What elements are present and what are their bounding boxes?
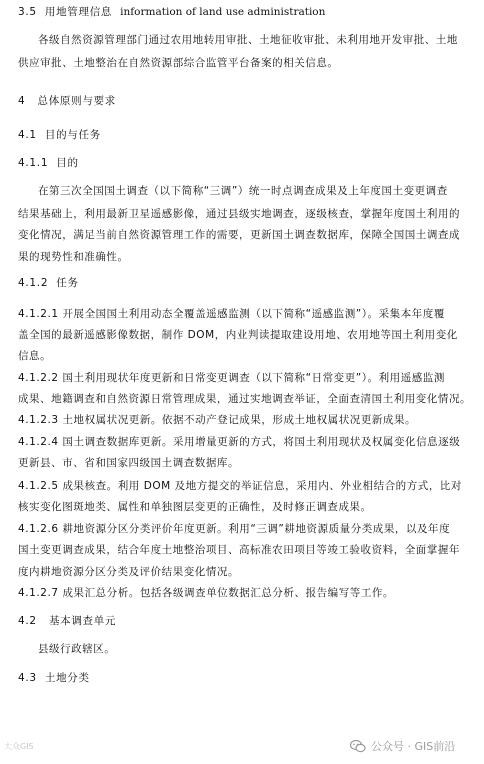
section-number: 4.1.1 <box>18 157 49 169</box>
list-item-line: 成果、地籍调查和自然资源日常管理成果，通过实地调查举证，全面查清国土利用变化情况。 <box>18 393 472 405</box>
paragraph-line: 在第三次全国国土调查（以下简称“三调”）统一时点调查成果及上年度国土变更调查 <box>38 185 448 197</box>
list-item-line: 国土变更调查成果，结合年度土地整治项目、高标准农田项目等竣工验收资料，全面掌握年 <box>18 544 460 556</box>
item-text: 开展全国国土利用动态全覆盖遥感监测（以下简称“遥感监测”）。采集本年度覆 <box>62 308 445 320</box>
section-title: 目的 <box>56 157 79 169</box>
item-number: 4.1.2.1 <box>18 308 59 320</box>
item-number: 4.1.2.5 <box>18 480 59 492</box>
list-item-line <box>18 307 445 321</box>
section-title: 用地管理信息 <box>44 6 113 18</box>
section-title: 任务 <box>56 277 79 289</box>
paragraph-line: 县级行政辖区。 <box>38 643 116 655</box>
section-title: 目的与任务 <box>44 129 101 141</box>
list-item-line: 核实变化图斑地类、属性和单独图层变更的正确性，及时修正调查成果。 <box>18 501 372 513</box>
section-4-3-heading <box>18 671 90 685</box>
section-number: 4.2 <box>18 615 37 627</box>
list-item-line <box>18 586 394 600</box>
item-text: 国土调查数据库更新。采用增量更新的方式，将国土利用现状及权属变化信息逐级 <box>62 436 461 448</box>
list-item-line: 度内耕地资源分区分类及评价结果变化情况。 <box>18 566 239 578</box>
section-number: 3.5 <box>18 6 37 18</box>
section-4-1-1-heading <box>18 156 79 170</box>
wechat-icon <box>350 740 366 753</box>
section-title: 总体原则与要求 <box>37 95 116 107</box>
item-number: 4.1.2.4 <box>18 436 59 448</box>
section-title: 基本调查单元 <box>48 615 117 627</box>
watermark-right <box>350 738 455 754</box>
list-item-line: 盖全国的最新遥感影像数据，制作 DOM，内业判读提取建设用地、农用地等国土利用变化 <box>18 329 458 341</box>
item-text: 土地权属状况更新。依据不动产登记成果，形成土地权属状况更新成果。 <box>62 414 417 426</box>
section-4-heading <box>18 94 116 108</box>
item-text: 国土利用现状年度更新和日常变更调查（以下简称“日常变更”）。利用遥感监测 <box>62 372 445 384</box>
paragraph-line: 果的现势性和准确性。 <box>18 251 129 263</box>
item-text: 成果核查。利用 DOM 及地方提交的举证信息，采用内、外业相结合的方式，比对 <box>62 480 462 492</box>
list-item-line <box>18 371 445 385</box>
paragraph-line: 结果基础上，利用最新卫星遥感影像，通过县级实地调查，逐级核查，掌握年度国土利用的 <box>18 208 460 220</box>
list-item-line <box>18 435 460 449</box>
list-item-line <box>18 479 462 493</box>
list-item-line: 更新县、市、省和国家四级国土调查数据库。 <box>18 457 239 469</box>
item-number: 4.1.2.7 <box>18 587 59 599</box>
watermark-left: 大众GIS <box>4 742 34 751</box>
section-4-1-heading <box>18 128 101 142</box>
item-number: 4.1.2.2 <box>18 372 59 384</box>
watermark-text: 公众号 · GIS前沿 <box>371 740 456 753</box>
item-text: 成果汇总分析。包括各级调查单位数据汇总分析、报告编写等工作。 <box>62 587 394 599</box>
section-number: 4.1.2 <box>18 277 49 289</box>
section-number: 4.1 <box>18 129 37 141</box>
list-item-line: 信息。 <box>18 350 52 362</box>
paragraph-line: 供应审批、土地整治在自然资源部综合监管平台备案的相关信息。 <box>18 57 339 69</box>
item-text: 耕地资源分区分类评价年度更新。利用“三调”耕地资源质量分类成果，以及年度 <box>62 523 451 535</box>
item-number: 4.1.2.6 <box>18 523 59 535</box>
paragraph-line: 各级自然资源管理部门通过农用地转用审批、土地征收审批、未利用地开发审批、土地 <box>38 34 458 46</box>
section-3-5-heading <box>18 5 325 19</box>
section-4-2-heading <box>18 614 116 628</box>
list-item-line <box>18 413 416 427</box>
item-number: 4.1.2.3 <box>18 414 59 426</box>
section-number: 4 <box>18 95 26 107</box>
section-4-1-2-heading <box>18 276 79 290</box>
section-title: 土地分类 <box>44 672 90 684</box>
section-title-en: information of land use administration <box>120 6 326 18</box>
paragraph-line: 变化情况，满足当前自然资源管理工作的需要，更新国土调查数据库，保障全国国土调查成 <box>18 229 460 241</box>
list-item-line <box>18 522 450 536</box>
section-number: 4.3 <box>18 672 37 684</box>
